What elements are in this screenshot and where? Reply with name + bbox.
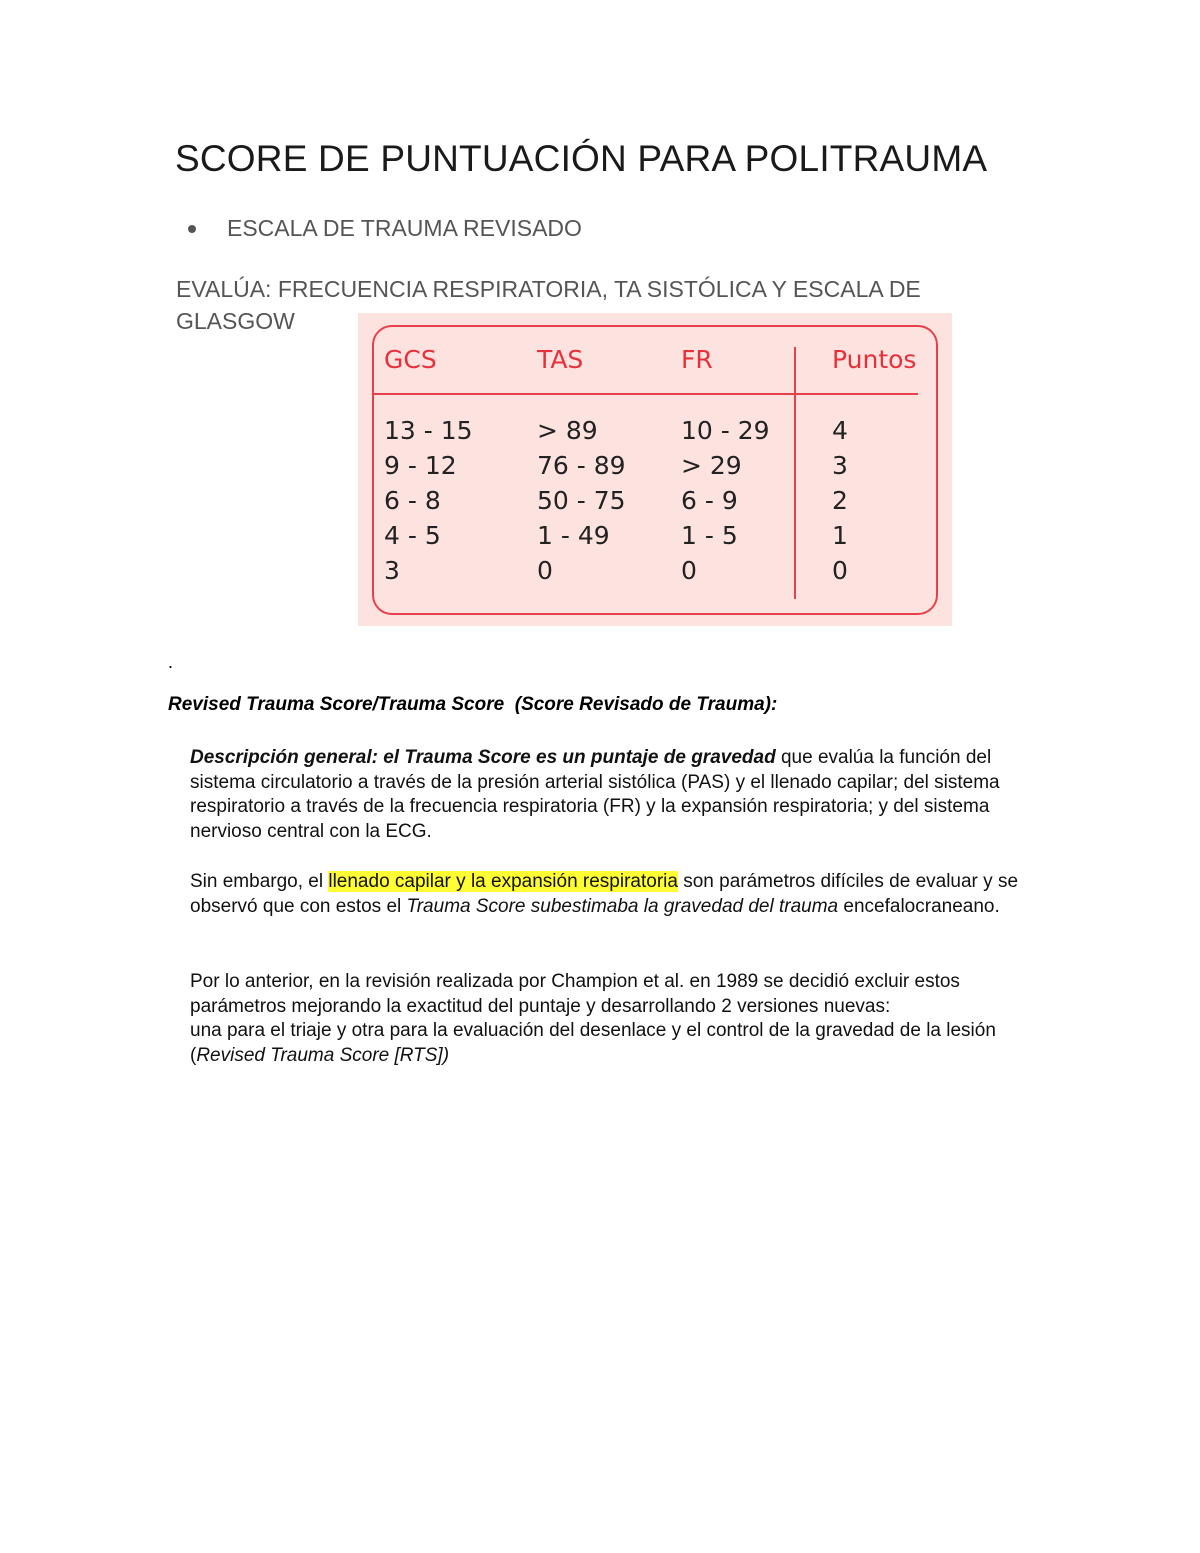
cell-tas: 50 - 75 — [537, 486, 626, 515]
cell-puntos: 1 — [832, 521, 848, 550]
header-gcs: GCS — [384, 345, 437, 374]
cell-tas: 76 - 89 — [537, 451, 626, 480]
description-bold: Descripción general: el Trauma Score es un puntaje de gravedad — [190, 747, 776, 768]
cell-fr: 10 - 29 — [681, 416, 770, 445]
bullet-item — [188, 215, 582, 242]
cell-fr: 6 - 9 — [681, 486, 738, 515]
cell-tas: 0 — [537, 556, 553, 585]
revision-italic: Revised Trauma Score [RTS]) — [196, 1044, 450, 1066]
cell-fr: > 29 — [681, 451, 742, 480]
limitation-end: encefalocraneano. — [838, 895, 1000, 917]
header-tas: TAS — [537, 345, 584, 374]
revision-line-2: una para el triaje y otra para la evaluación del desenlace y el control de la gravedad de la lesión ( — [190, 1020, 996, 1066]
score-table — [358, 313, 952, 626]
cell-gcs: 4 - 5 — [384, 521, 441, 550]
limitation-intro: Sin embargo, el — [190, 871, 329, 892]
bullet-text: ESCALA DE TRAUMA REVISADO — [227, 215, 582, 241]
cell-puntos: 4 — [832, 416, 848, 445]
highlighted-text: llenado capilar y la expansión respiratoria — [328, 871, 678, 892]
limitation-middle: son parámetros difíciles de evaluar y se observó que con estos el — [190, 871, 1019, 917]
table-divider-horizontal — [372, 393, 918, 395]
limitation-italic: Trauma Score subestimaba la gravedad del trauma — [406, 895, 839, 917]
cell-gcs: 3 — [384, 556, 400, 585]
cell-puntos: 0 — [832, 556, 848, 585]
revision-line-1: Por lo anterior, en la revisión realizada por Champion et al. en 1989 se decidió excluir estos parámetros mejorando la exactitud del puntaje y desarrollando 2 versiones nuevas: — [190, 971, 960, 1017]
cell-fr: 0 — [681, 556, 697, 585]
table-divider-vertical — [794, 347, 796, 599]
separator-dot: . — [168, 652, 174, 672]
cell-puntos: 3 — [832, 451, 848, 480]
evaluation-text: EVALÚA: FRECUENCIA RESPIRATORIA, TA SISTÓLICA Y ESCALA DE GLASGOW — [176, 276, 921, 334]
page-title: SCORE DE PUNTUACIÓN PARA POLITRAUMA — [175, 138, 988, 179]
revision-paragraph — [190, 970, 1040, 1068]
cell-tas: 1 - 49 — [537, 521, 610, 550]
cell-gcs: 9 - 12 — [384, 451, 457, 480]
cell-gcs: 6 - 8 — [384, 486, 441, 515]
cell-gcs: 13 - 15 — [384, 416, 473, 445]
header-fr: FR — [681, 345, 713, 374]
bullet-dot-icon — [188, 225, 196, 233]
header-puntos: Puntos — [832, 345, 917, 374]
cell-puntos: 2 — [832, 486, 848, 515]
cell-fr: 1 - 5 — [681, 521, 738, 550]
limitation-paragraph — [190, 870, 1040, 919]
description-rest: que evalúa la función del sistema circulatorio a través de la presión arterial sistólica (PAS) y el llenado capilar; del sistema respiratorio a través de la frecuencia respiratoria (FR) y la expansión respiratoria; y del sistema nervioso central con la ECG. — [190, 747, 1000, 842]
rts-heading: Revised Trauma Score/Trauma Score (Score Revisado de Trauma): — [168, 694, 778, 715]
description-paragraph — [190, 746, 1040, 844]
cell-tas: > 89 — [537, 416, 598, 445]
